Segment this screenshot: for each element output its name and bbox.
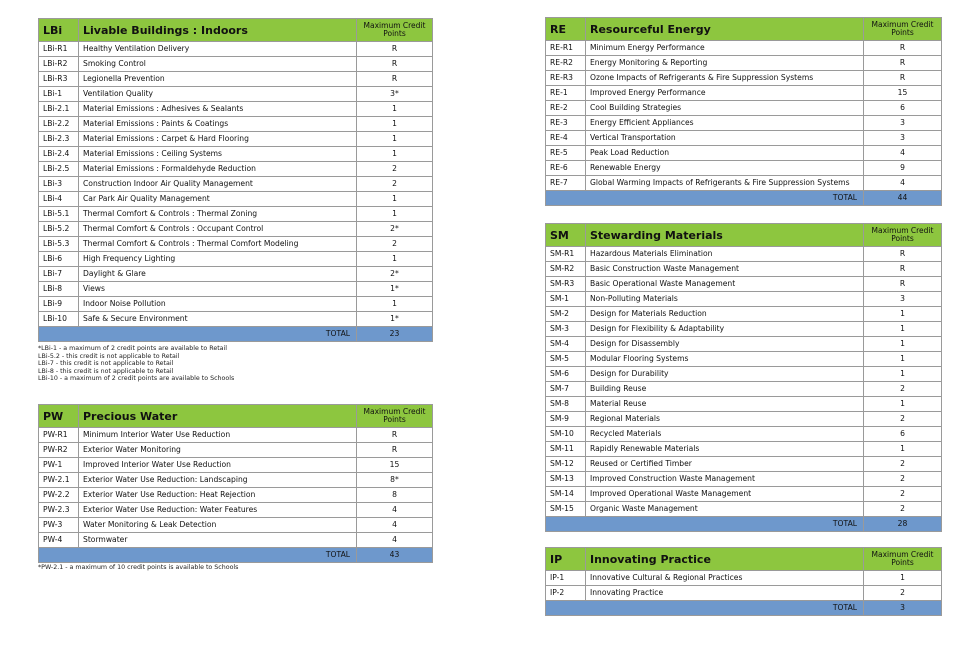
table-row xyxy=(546,71,942,86)
credit-points: 2 xyxy=(864,586,942,601)
table-row xyxy=(546,412,942,427)
credit-code: SM-4 xyxy=(546,337,586,352)
credit-code: SM-2 xyxy=(546,307,586,322)
credit-name: Modular Flooring Systems xyxy=(586,352,864,367)
credit-name: Innovative Cultural & Regional Practices xyxy=(586,571,864,586)
credit-points: 1 xyxy=(864,322,942,337)
credit-code: LBi-5.2 xyxy=(39,222,79,237)
credit-points: 3 xyxy=(864,116,942,131)
table-row xyxy=(39,428,433,443)
section-title: Stewarding Materials xyxy=(586,224,864,247)
credit-code: PW-4 xyxy=(39,533,79,548)
credit-name: Improved Energy Performance xyxy=(586,86,864,101)
credit-code: RE-6 xyxy=(546,161,586,176)
table-row xyxy=(39,147,433,162)
credit-code: SM-5 xyxy=(546,352,586,367)
section-title: Resourceful Energy xyxy=(586,18,864,41)
total-label: TOTAL xyxy=(546,517,864,532)
credit-points: R xyxy=(357,443,433,458)
table-header xyxy=(546,18,942,41)
credit-name: Minimum Energy Performance xyxy=(586,41,864,56)
credit-code: RE-7 xyxy=(546,176,586,191)
credit-points: 9 xyxy=(864,161,942,176)
credit-name: Car Park Air Quality Management xyxy=(79,192,357,207)
total-label: TOTAL xyxy=(39,327,357,342)
section-title: Livable Buildings : Indoors xyxy=(79,19,357,42)
credit-name: Material Emissions : Carpet & Hard Flooring xyxy=(79,132,357,147)
credit-points: 2* xyxy=(357,222,433,237)
credit-points: R xyxy=(357,428,433,443)
credit-code: RE-1 xyxy=(546,86,586,101)
credit-name: Improved Operational Waste Management xyxy=(586,487,864,502)
table-header xyxy=(546,548,942,571)
lbi-table xyxy=(38,18,433,342)
credit-code: RE-2 xyxy=(546,101,586,116)
total-row xyxy=(39,548,433,563)
table-row xyxy=(546,472,942,487)
points-header: Maximum Credit Points xyxy=(864,18,942,41)
credit-code: LBi-2.2 xyxy=(39,117,79,132)
credit-points: 4 xyxy=(864,146,942,161)
credit-name: Improved Interior Water Use Reduction xyxy=(79,458,357,473)
credit-name: Thermal Comfort & Controls : Thermal Zoning xyxy=(79,207,357,222)
credit-name: Improved Construction Waste Management xyxy=(586,472,864,487)
credit-code: SM-R2 xyxy=(546,262,586,277)
table-row xyxy=(39,518,433,533)
credit-name: Cool Building Strategies xyxy=(586,101,864,116)
credit-code: IP-1 xyxy=(546,571,586,586)
credit-points: 2 xyxy=(864,412,942,427)
credit-code: RE-R1 xyxy=(546,41,586,56)
pw-table xyxy=(38,404,433,563)
table-row xyxy=(39,282,433,297)
credit-code: IP-2 xyxy=(546,586,586,601)
credit-points: 1 xyxy=(864,352,942,367)
credit-name: High Frequency Lighting xyxy=(79,252,357,267)
table-row xyxy=(39,162,433,177)
credit-code: SM-R3 xyxy=(546,277,586,292)
credit-points: 6 xyxy=(864,101,942,116)
credit-points: 2 xyxy=(357,177,433,192)
credit-code: LBi-4 xyxy=(39,192,79,207)
credit-points: 1 xyxy=(864,367,942,382)
credit-code: LBi-9 xyxy=(39,297,79,312)
table-header xyxy=(39,19,433,42)
credit-name: Ozone Impacts of Refrigerants & Fire Suppression Systems xyxy=(586,71,864,86)
credit-name: Material Emissions : Formaldehyde Reduction xyxy=(79,162,357,177)
footnote: LBi-7 - this credit is not applicable to Retail xyxy=(38,360,174,368)
credit-code: LBi-3 xyxy=(39,177,79,192)
credit-code: PW-3 xyxy=(39,518,79,533)
credit-code: SM-9 xyxy=(546,412,586,427)
ip-table xyxy=(545,547,942,616)
credit-points: 2 xyxy=(864,487,942,502)
points-header: Maximum Credit Points xyxy=(864,548,942,571)
total-label: TOTAL xyxy=(546,601,864,616)
credit-points: 1 xyxy=(864,337,942,352)
credit-name: Regional Materials xyxy=(586,412,864,427)
table-row xyxy=(546,56,942,71)
credit-points: R xyxy=(864,71,942,86)
credit-points: R xyxy=(864,277,942,292)
total-row xyxy=(546,601,942,616)
points-header: Maximum Credit Points xyxy=(357,405,433,428)
credit-points: R xyxy=(357,57,433,72)
table-row xyxy=(39,72,433,87)
footnote: LBi-8 - this credit is not applicable to Retail xyxy=(38,367,174,375)
credit-points: 1 xyxy=(864,397,942,412)
table-row xyxy=(39,458,433,473)
credit-name: Design for Flexibility & Adaptability xyxy=(586,322,864,337)
credit-name: Building Reuse xyxy=(586,382,864,397)
table-row xyxy=(546,352,942,367)
credit-code: LBi-2.4 xyxy=(39,147,79,162)
credit-name: Daylight & Glare xyxy=(79,267,357,282)
credit-name: Hazardous Materials Elimination xyxy=(586,247,864,262)
credit-name: Water Monitoring & Leak Detection xyxy=(79,518,357,533)
credit-code: SM-14 xyxy=(546,487,586,502)
credit-name: Organic Waste Management xyxy=(586,502,864,517)
table-row xyxy=(546,116,942,131)
table-row xyxy=(39,117,433,132)
credit-name: Material Emissions : Adhesives & Sealants xyxy=(79,102,357,117)
table-row xyxy=(39,132,433,147)
section-code: SM xyxy=(546,224,586,247)
credit-name: Material Emissions : Paints & Coatings xyxy=(79,117,357,132)
credit-code: SM-R1 xyxy=(546,247,586,262)
table-row xyxy=(546,277,942,292)
credit-code: SM-7 xyxy=(546,382,586,397)
credit-code: PW-2.2 xyxy=(39,488,79,503)
credit-name: Indoor Noise Pollution xyxy=(79,297,357,312)
credit-name: Stormwater xyxy=(79,533,357,548)
table-row xyxy=(546,586,942,601)
credit-code: LBi-R2 xyxy=(39,57,79,72)
table-row xyxy=(546,247,942,262)
section-title: Innovating Practice xyxy=(586,548,864,571)
credit-name: Material Reuse xyxy=(586,397,864,412)
credit-name: Energy Efficient Appliances xyxy=(586,116,864,131)
credit-code: RE-R2 xyxy=(546,56,586,71)
credit-points: 2 xyxy=(357,237,433,252)
credit-code: LBi-10 xyxy=(39,312,79,327)
credit-name: Exterior Water Use Reduction: Landscaping xyxy=(79,473,357,488)
footnote: LBi-5.2 - this credit is not applicable to Retail xyxy=(38,352,180,360)
credit-name: Design for Durability xyxy=(586,367,864,382)
table-row xyxy=(39,488,433,503)
table-row xyxy=(546,487,942,502)
table-row xyxy=(39,473,433,488)
credit-code: RE-5 xyxy=(546,146,586,161)
points-header: Maximum Credit Points xyxy=(357,19,433,42)
table-row xyxy=(546,176,942,191)
table-row xyxy=(546,322,942,337)
credit-name: Minimum Interior Water Use Reduction xyxy=(79,428,357,443)
credit-points: 1 xyxy=(357,147,433,162)
credit-name: Basic Operational Waste Management xyxy=(586,277,864,292)
table-row xyxy=(39,252,433,267)
credit-points: 6 xyxy=(864,427,942,442)
credit-code: LBi-R3 xyxy=(39,72,79,87)
total-value: 3 xyxy=(864,601,942,616)
table-row xyxy=(546,146,942,161)
credit-code: LBi-2.1 xyxy=(39,102,79,117)
credit-code: PW-R1 xyxy=(39,428,79,443)
table-row xyxy=(39,192,433,207)
table-row xyxy=(546,502,942,517)
credit-points: 2 xyxy=(864,472,942,487)
credit-points: 1 xyxy=(357,117,433,132)
total-row xyxy=(546,517,942,532)
credit-code: LBi-8 xyxy=(39,282,79,297)
credit-points: 1 xyxy=(357,297,433,312)
table-row xyxy=(39,533,433,548)
credit-code: LBi-5.1 xyxy=(39,207,79,222)
credit-points: 8 xyxy=(357,488,433,503)
table-row xyxy=(546,262,942,277)
credit-name: Reused or Certified Timber xyxy=(586,457,864,472)
credit-name: Exterior Water Monitoring xyxy=(79,443,357,458)
section-code: RE xyxy=(546,18,586,41)
credit-name: Design for Disassembly xyxy=(586,337,864,352)
lbi-footnotes xyxy=(38,345,234,383)
credit-code: PW-2.3 xyxy=(39,503,79,518)
credit-points: 15 xyxy=(864,86,942,101)
total-row xyxy=(546,191,942,206)
table-header xyxy=(39,405,433,428)
footnote: *LBi-1 - a maximum of 2 credit points are available to Retail xyxy=(38,345,228,352)
total-label: TOTAL xyxy=(546,191,864,206)
credit-name: Basic Construction Waste Management xyxy=(586,262,864,277)
credit-points: 2* xyxy=(357,267,433,282)
table-row xyxy=(39,443,433,458)
table-row xyxy=(546,131,942,146)
credit-name: Views xyxy=(79,282,357,297)
credit-name: Rapidly Renewable Materials xyxy=(586,442,864,457)
credit-name: Ventilation Quality xyxy=(79,87,357,102)
table-row xyxy=(546,86,942,101)
total-value: 23 xyxy=(357,327,433,342)
credit-points: 1* xyxy=(357,312,433,327)
table-row xyxy=(39,297,433,312)
credit-points: R xyxy=(864,41,942,56)
table-row xyxy=(39,177,433,192)
credit-name: Legionella Prevention xyxy=(79,72,357,87)
credit-name: Renewable Energy xyxy=(586,161,864,176)
credit-code: PW-1 xyxy=(39,458,79,473)
credit-name: Safe & Secure Environment xyxy=(79,312,357,327)
credit-code: RE-3 xyxy=(546,116,586,131)
table-row xyxy=(39,42,433,57)
credit-name: Non-Polluting Materials xyxy=(586,292,864,307)
table-row xyxy=(39,267,433,282)
credit-code: SM-10 xyxy=(546,427,586,442)
total-value: 43 xyxy=(357,548,433,563)
credit-name: Construction Indoor Air Quality Management xyxy=(79,177,357,192)
table-row xyxy=(39,312,433,327)
table-row xyxy=(546,101,942,116)
pw-footnotes xyxy=(38,564,238,572)
credit-name: Global Warming Impacts of Refrigerants & Fire Suppression Systems xyxy=(586,176,864,191)
credit-code: PW-2.1 xyxy=(39,473,79,488)
credit-name: Thermal Comfort & Controls : Occupant Control xyxy=(79,222,357,237)
table-row xyxy=(546,161,942,176)
table-row xyxy=(546,427,942,442)
credit-points: 8* xyxy=(357,473,433,488)
table-row xyxy=(546,41,942,56)
credit-name: Design for Materials Reduction xyxy=(586,307,864,322)
table-row xyxy=(39,237,433,252)
table-row xyxy=(39,102,433,117)
credit-code: LBi-2.3 xyxy=(39,132,79,147)
credit-points: 4 xyxy=(357,533,433,548)
credit-code: SM-3 xyxy=(546,322,586,337)
credit-points: 1 xyxy=(864,442,942,457)
table-row xyxy=(546,571,942,586)
total-value: 44 xyxy=(864,191,942,206)
total-label: TOTAL xyxy=(39,548,357,563)
credit-name: Recycled Materials xyxy=(586,427,864,442)
credit-points: 4 xyxy=(864,176,942,191)
credit-name: Smoking Control xyxy=(79,57,357,72)
credit-points: 1 xyxy=(357,252,433,267)
credit-points: 2 xyxy=(864,502,942,517)
table-row xyxy=(546,457,942,472)
table-row xyxy=(546,292,942,307)
total-row xyxy=(39,327,433,342)
credit-name: Energy Monitoring & Reporting xyxy=(586,56,864,71)
section-code: PW xyxy=(39,405,79,428)
table-row xyxy=(546,397,942,412)
credit-code: PW-R2 xyxy=(39,443,79,458)
table-row xyxy=(546,307,942,322)
credit-code: SM-1 xyxy=(546,292,586,307)
credit-name: Exterior Water Use Reduction: Water Features xyxy=(79,503,357,518)
credit-code: SM-12 xyxy=(546,457,586,472)
credit-code: SM-6 xyxy=(546,367,586,382)
credit-points: R xyxy=(864,56,942,71)
credit-points: 15 xyxy=(357,458,433,473)
table-row xyxy=(546,382,942,397)
credit-points: 4 xyxy=(357,518,433,533)
credit-code: RE-R3 xyxy=(546,71,586,86)
table-header xyxy=(546,224,942,247)
re-table xyxy=(545,17,942,206)
section-code: IP xyxy=(546,548,586,571)
footnote: *PW-2.1 - a maximum of 10 credit points is available to Schools xyxy=(38,564,239,571)
credit-points: 3* xyxy=(357,87,433,102)
credit-code: LBi-1 xyxy=(39,87,79,102)
sm-table xyxy=(545,223,942,532)
credit-points: R xyxy=(357,42,433,57)
credit-points: R xyxy=(357,72,433,87)
credit-points: R xyxy=(864,262,942,277)
table-row xyxy=(39,207,433,222)
credit-code: LBi-2.5 xyxy=(39,162,79,177)
credit-code: LBi-7 xyxy=(39,267,79,282)
table-row xyxy=(39,222,433,237)
credit-points: 3 xyxy=(864,292,942,307)
table-row xyxy=(39,87,433,102)
credit-points: 1 xyxy=(864,571,942,586)
credit-points: 1 xyxy=(357,207,433,222)
table-row xyxy=(546,367,942,382)
credit-points: 1 xyxy=(357,192,433,207)
credit-name: Thermal Comfort & Controls : Thermal Comfort Modeling xyxy=(79,237,357,252)
credit-name: Exterior Water Use Reduction: Heat Rejection xyxy=(79,488,357,503)
credit-code: RE-4 xyxy=(546,131,586,146)
credit-name: Innovating Practice xyxy=(586,586,864,601)
credit-points: 2 xyxy=(357,162,433,177)
table-row xyxy=(546,442,942,457)
table-row xyxy=(39,57,433,72)
credit-name: Peak Load Reduction xyxy=(586,146,864,161)
credit-points: 1 xyxy=(864,307,942,322)
credit-points: R xyxy=(864,247,942,262)
credit-code: LBi-R1 xyxy=(39,42,79,57)
credit-points: 1* xyxy=(357,282,433,297)
credit-points: 4 xyxy=(357,503,433,518)
section-title: Precious Water xyxy=(79,405,357,428)
credit-points: 1 xyxy=(357,102,433,117)
credit-name: Vertical Transportation xyxy=(586,131,864,146)
credit-code: SM-13 xyxy=(546,472,586,487)
credit-code: SM-11 xyxy=(546,442,586,457)
total-value: 28 xyxy=(864,517,942,532)
table-row xyxy=(39,503,433,518)
credit-points: 1 xyxy=(357,132,433,147)
table-row xyxy=(546,337,942,352)
credit-code: LBi-5.3 xyxy=(39,237,79,252)
points-header: Maximum Credit Points xyxy=(864,224,942,247)
credit-points: 2 xyxy=(864,382,942,397)
credit-name: Material Emissions : Ceiling Systems xyxy=(79,147,357,162)
credit-points: 2 xyxy=(864,457,942,472)
credit-code: SM-15 xyxy=(546,502,586,517)
credit-points: 3 xyxy=(864,131,942,146)
credit-code: SM-8 xyxy=(546,397,586,412)
section-code: LBi xyxy=(39,19,79,42)
credit-code: LBi-6 xyxy=(39,252,79,267)
footnote: LBi-10 - a maximum of 2 credit points are available to Schools xyxy=(38,375,235,383)
credit-name: Healthy Ventilation Delivery xyxy=(79,42,357,57)
